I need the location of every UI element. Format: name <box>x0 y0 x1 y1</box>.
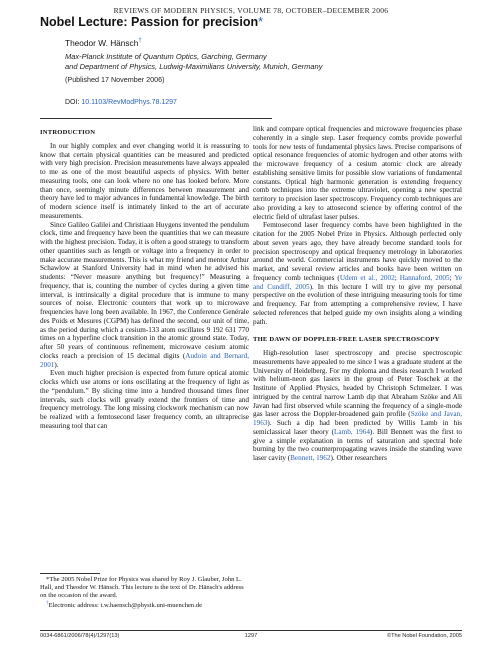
footer-issn: 0034-6861/2006/78(4)/1297(13) <box>40 633 120 639</box>
section-heading-introduction: INTRODUCTION <box>40 129 96 136</box>
paragraph: In our highly complex and ever changing world it is reassuring to know that certain physical quantities can be measured and predicted with very high precision. Precision measurements have always appealed to me as one of the most beautiful aspects of physics. With better measuring tools, one can look where no one has looked before. More than once, seemingly minute differences between measurement and theory have led to major advances in fundamental knowledge. The birth of modern science itself is intimately linked to the art of accurate measurements. <box>40 141 249 220</box>
citation-link[interactable]: Szöke and Javan, 1963 <box>253 410 462 427</box>
page-number: 1297 <box>244 633 258 639</box>
header-rule <box>40 118 272 119</box>
paragraph-text: ). Bill Bennett was the first to give a simple explanation in terms of saturation and spectral hole burning by the two counterpropagating waves inside the standing wave laser cavity ( <box>253 427 462 462</box>
doi-label: DOI: <box>65 99 82 106</box>
citation-link[interactable]: Hannaford, 2005 <box>399 273 450 282</box>
article-title <box>40 15 263 29</box>
paragraph-text: High-resolution laser spectroscopy and precise spectroscopic measurements have appealed to me since I was a graduate student at the University of Heidelberg. For my diploma and thesis research I worked with helium-neon gas lasers in the group of Peter Toschek at the Institute of Applied Physics, headed by Christoph Schmelzer. I was intrigued by the central narrow Lamb dip that Abraham Szöke and Ali Javan had first observed while scanning the frequency of a single-mode gas laser across the Doppler-broadened gain profile ( <box>253 349 462 419</box>
footnote-rule <box>40 573 100 574</box>
paragraph-text: Femtosecond laser frequency combs have been highlighted in the citation for the 2005 Nobel Prize in Physics. Although perfected only about seven years ago, they have already become standard tools for precision spectroscopy and optical frequency metrology in laboratories around the world. Commercial instruments have quickly moved to the market, and several review articles and books have been written on frequency comb techniques ( <box>253 221 462 282</box>
doi-link[interactable]: 10.1103/RevModPhys.78.1297 <box>81 99 177 106</box>
citation-link[interactable]: Ye and Cundiff, 2005 <box>253 273 463 291</box>
section-heading-doppler-free: THE DAWN OF DOPPLER-FREE LASER SPECTROSCOPY <box>253 336 440 344</box>
footer-copyright: ©The Nobel Foundation, 2005 <box>386 633 462 639</box>
published-date: (Published 17 November 2006) <box>65 75 165 84</box>
footnote-1: *The 2005 Nobel Prize for Physics was shared by Roy J. Glauber, John L. Hall, and Theodor W. Hänsch. This lecture is the text of Dr. Hänsch's address on the occasion of the award. <box>40 576 244 599</box>
citation-link[interactable]: Bennett, 1962 <box>290 454 331 462</box>
citation-link[interactable]: Audoin and Bernard, 2001 <box>40 351 250 369</box>
affiliation-line-2: and Department of Physics, Ludwig-Maximilians University, Munich, Germany <box>65 61 323 71</box>
paragraph-text: ). Such a dip had been predicted by Willis Lamb in his semiclassical laser theory ( <box>253 419 462 436</box>
footnotes <box>40 576 249 610</box>
paragraph <box>40 221 249 370</box>
citation-link[interactable]: Lamb, 1964 <box>334 427 370 436</box>
footnote-2 <box>40 600 249 610</box>
paragraph-text: ). Other researchers <box>330 454 387 462</box>
running-head: REVIEWS OF MODERN PHYSICS, VOLUME 78, OCTOBER–DECEMBER 2006 <box>113 6 389 15</box>
paragraph-text: ). In this lecture I will try to give my personal perspective on the evolution of these intriguing measuring tools for time and frequency. Far from attempting a comprehensive review, I have selected references that helped guide my own insights along a winding path. <box>253 282 463 326</box>
footnote-mark: † <box>46 601 49 606</box>
author-name: Theodor W. Hänsch <box>65 38 139 48</box>
footer-rule <box>40 630 462 631</box>
paragraph: Femtosecond laser frequency combs have been highlighted in the citation for the 2005 Nobel Prize in Physics. Although perfected only about seven years ago, they have already become standard tools for precision spectroscopy and optical frequency metrology in laboratories around the world. Commercial instruments have quickly moved to the market, and several review articles and books have been written on frequency comb techniques (Udem et al., 2002; Hannaford, 2005; Ye and Cundiff, 2005). In this lecture I will try to give my personal perspective on the evolution of these intriguing measuring tools for time and frequency. Far from attempting a comprehensive review, I have selected references that helped guide my own insights along a winding path. <box>253 221 463 326</box>
left-column <box>40 125 249 431</box>
affiliation <box>65 52 322 71</box>
right-column <box>253 125 462 463</box>
paragraph: link and compare optical frequencies and microwave frequencies phase coherently in a single step. Laser frequency combs provide powerful tools for new tests of fundamental physics laws. Precise comparisons of optical resonance frequencies of atomic hydrogen and other atoms with the microwave frequency of a cesium atomic clock are already establishing sensitive limits for possible slow variations of fundamental constants. Optical high harmonic generation is extending frequency comb techniques into the extreme ultraviolet, opening a new spectral territory to precision laser spectroscopy. Frequency comb techniques are also providing a key to attosecond science by offering control of the electric field of ultrafast laser pulses. <box>253 125 462 221</box>
author-footnote-mark[interactable]: † <box>138 38 142 45</box>
paragraph <box>253 349 462 463</box>
affiliation-line-1: Max-Planck Institute of Quantum Optics, Garching, Germany <box>65 52 267 61</box>
title-footnote-mark[interactable]: * <box>258 15 263 29</box>
paragraph-text: Since Galileo Galilei and Christiaan Huygens invented the pendulum clock, time and frequency have been the quantities that we can measure with the highest precision. Today, it is often a good strategy to transform other quantities such as length or voltage into a frequency in order to make accurate measurements. This is what my friend and mentor Arthur Schawlow at Stanford University had in mind when he advised his students: “Never measure anything but frequency!” Measuring a frequency, that is, counting the number of cycles during a given time interval, is intrinsically a digital procedure that is immune to many sources of noise. Electronic counters that work up to microwave frequencies have long been available. In 1967, the Conference Genérale des Poids et Mesures (CGPM) has defined the second, our unit of time, as the period during which a cesium-133 atom oscillates 9 192 631 770 times on a hyperfine clock transition in the atomic ground state. Today, after 50 years of continuous refinement, microwave cesium atomic clocks reach a precision of 15 decimal digits ( <box>40 220 249 360</box>
citation-link[interactable]: Udem et al., 2002 <box>339 273 395 282</box>
paragraph-text: ). <box>54 360 59 369</box>
paragraph: Even much higher precision is expected from future optical atomic clocks which use atoms or ions oscillating at the frequency of light as the “pendulum.” By slicing time into a hundred thousand times finer intervals, such clocks will greatly extend the frontiers of time and frequency metrology. The long missing clockwork mechanism can now be realized with a femtosecond laser frequency comb, an ultraprecise measuring tool that can <box>40 369 249 430</box>
title-text: Nobel Lecture: Passion for precision <box>40 15 259 29</box>
doi-line <box>65 99 177 106</box>
footnote-text: Electronic address: t.w.haensch@physik.uni-muenchen.de <box>48 602 203 610</box>
author <box>65 38 142 48</box>
